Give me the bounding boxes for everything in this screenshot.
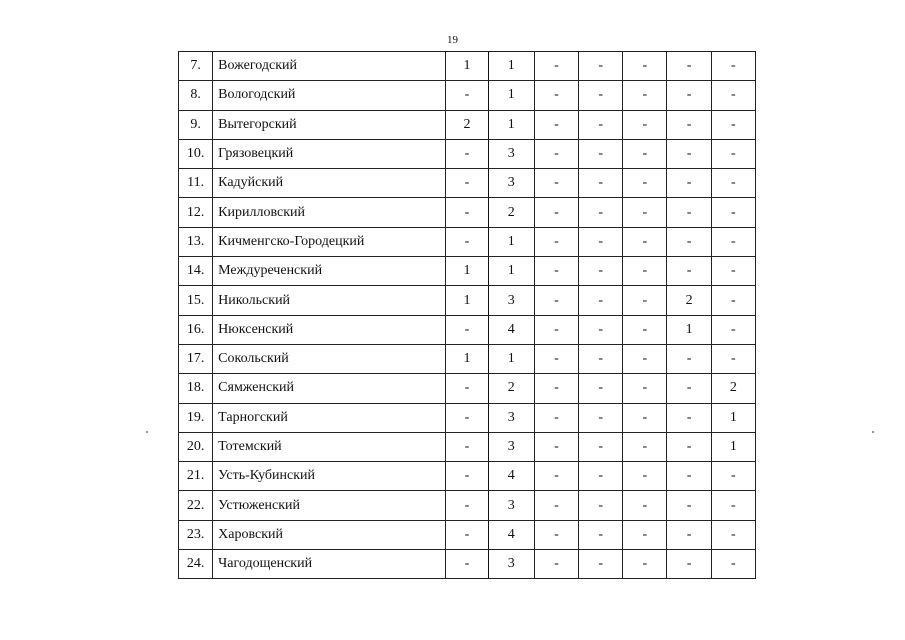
value-cell-6: - — [667, 432, 711, 461]
value-cell-1: - — [446, 403, 488, 432]
value-cell-2: 2 — [488, 198, 534, 227]
row-number: 15. — [179, 286, 213, 315]
district-name: Грязовецкий — [213, 139, 446, 168]
value-cell-3: - — [534, 257, 578, 286]
value-cell-5: - — [623, 257, 667, 286]
table-row — [179, 550, 756, 579]
value-cell-3: - — [534, 286, 578, 315]
value-cell-2: 1 — [488, 257, 534, 286]
district-name: Тарногский — [213, 403, 446, 432]
value-cell-4: - — [579, 257, 623, 286]
value-cell-7: 1 — [711, 403, 755, 432]
value-cell-1: - — [446, 432, 488, 461]
value-cell-4: - — [579, 403, 623, 432]
value-cell-6: - — [667, 110, 711, 139]
value-cell-2: 4 — [488, 315, 534, 344]
district-name: Междуреченский — [213, 257, 446, 286]
value-cell-5: - — [623, 110, 667, 139]
row-number: 7. — [179, 52, 213, 81]
scan-speck — [146, 431, 148, 433]
value-cell-7: - — [711, 520, 755, 549]
value-cell-3: - — [534, 344, 578, 373]
value-cell-7: - — [711, 52, 755, 81]
value-cell-5: - — [623, 139, 667, 168]
table-row — [179, 139, 756, 168]
value-cell-6: - — [667, 198, 711, 227]
districts-table — [178, 51, 756, 579]
district-name: Кирилловский — [213, 198, 446, 227]
table-row — [179, 403, 756, 432]
value-cell-3: - — [534, 110, 578, 139]
value-cell-7: - — [711, 227, 755, 256]
value-cell-7: - — [711, 81, 755, 110]
value-cell-1: 1 — [446, 344, 488, 373]
table-row — [179, 374, 756, 403]
district-name: Тотемский — [213, 432, 446, 461]
value-cell-5: - — [623, 286, 667, 315]
table-row — [179, 462, 756, 491]
value-cell-5: - — [623, 81, 667, 110]
row-number: 24. — [179, 550, 213, 579]
value-cell-7: - — [711, 110, 755, 139]
value-cell-2: 1 — [488, 81, 534, 110]
row-number: 22. — [179, 491, 213, 520]
value-cell-6: - — [667, 52, 711, 81]
value-cell-1: - — [446, 139, 488, 168]
row-number: 23. — [179, 520, 213, 549]
value-cell-1: - — [446, 520, 488, 549]
value-cell-3: - — [534, 432, 578, 461]
value-cell-7: - — [711, 344, 755, 373]
value-cell-6: - — [667, 403, 711, 432]
value-cell-3: - — [534, 315, 578, 344]
row-number: 21. — [179, 462, 213, 491]
table-row — [179, 344, 756, 373]
value-cell-5: - — [623, 550, 667, 579]
value-cell-5: - — [623, 198, 667, 227]
value-cell-1: 2 — [446, 110, 488, 139]
row-number: 18. — [179, 374, 213, 403]
table-row — [179, 110, 756, 139]
value-cell-7: - — [711, 550, 755, 579]
value-cell-6: 2 — [667, 286, 711, 315]
value-cell-1: 1 — [446, 257, 488, 286]
row-number: 13. — [179, 227, 213, 256]
value-cell-5: - — [623, 227, 667, 256]
scan-speck — [872, 431, 874, 433]
value-cell-3: - — [534, 198, 578, 227]
value-cell-6: - — [667, 257, 711, 286]
value-cell-2: 4 — [488, 462, 534, 491]
row-number: 17. — [179, 344, 213, 373]
value-cell-2: 3 — [488, 491, 534, 520]
value-cell-3: - — [534, 374, 578, 403]
value-cell-6: - — [667, 227, 711, 256]
value-cell-3: - — [534, 227, 578, 256]
table-row — [179, 491, 756, 520]
table-row — [179, 81, 756, 110]
value-cell-7: - — [711, 491, 755, 520]
district-name: Кадуйский — [213, 169, 446, 198]
value-cell-3: - — [534, 52, 578, 81]
value-cell-6: 1 — [667, 315, 711, 344]
value-cell-2: 3 — [488, 432, 534, 461]
value-cell-4: - — [579, 286, 623, 315]
value-cell-2: 1 — [488, 110, 534, 139]
value-cell-5: - — [623, 52, 667, 81]
district-name: Нюксенский — [213, 315, 446, 344]
row-number: 8. — [179, 81, 213, 110]
district-name: Устюженский — [213, 491, 446, 520]
value-cell-7: - — [711, 169, 755, 198]
value-cell-4: - — [579, 110, 623, 139]
row-number: 12. — [179, 198, 213, 227]
value-cell-3: - — [534, 81, 578, 110]
value-cell-2: 1 — [488, 52, 534, 81]
value-cell-5: - — [623, 491, 667, 520]
row-number: 19. — [179, 403, 213, 432]
value-cell-1: - — [446, 374, 488, 403]
value-cell-7: 2 — [711, 374, 755, 403]
table-row — [179, 520, 756, 549]
value-cell-3: - — [534, 491, 578, 520]
value-cell-5: - — [623, 344, 667, 373]
value-cell-6: - — [667, 81, 711, 110]
value-cell-4: - — [579, 462, 623, 491]
value-cell-3: - — [534, 139, 578, 168]
value-cell-5: - — [623, 432, 667, 461]
value-cell-4: - — [579, 344, 623, 373]
value-cell-2: 2 — [488, 374, 534, 403]
value-cell-3: - — [534, 550, 578, 579]
table-row — [179, 257, 756, 286]
value-cell-2: 4 — [488, 520, 534, 549]
value-cell-5: - — [623, 403, 667, 432]
value-cell-4: - — [579, 52, 623, 81]
value-cell-3: - — [534, 169, 578, 198]
value-cell-2: 1 — [488, 344, 534, 373]
district-name: Никольский — [213, 286, 446, 315]
value-cell-5: - — [623, 520, 667, 549]
value-cell-3: - — [534, 520, 578, 549]
value-cell-4: - — [579, 374, 623, 403]
value-cell-7: - — [711, 198, 755, 227]
value-cell-6: - — [667, 520, 711, 549]
table-body — [179, 52, 756, 579]
district-name: Вытегорский — [213, 110, 446, 139]
table-row — [179, 227, 756, 256]
value-cell-2: 3 — [488, 169, 534, 198]
value-cell-6: - — [667, 169, 711, 198]
value-cell-4: - — [579, 432, 623, 461]
value-cell-4: - — [579, 520, 623, 549]
value-cell-7: - — [711, 257, 755, 286]
value-cell-1: - — [446, 315, 488, 344]
district-name: Вожегодский — [213, 52, 446, 81]
value-cell-7: - — [711, 139, 755, 168]
value-cell-2: 3 — [488, 550, 534, 579]
value-cell-3: - — [534, 403, 578, 432]
value-cell-4: - — [579, 81, 623, 110]
table-row — [179, 432, 756, 461]
value-cell-6: - — [667, 462, 711, 491]
district-name: Харовский — [213, 520, 446, 549]
row-number: 14. — [179, 257, 213, 286]
value-cell-4: - — [579, 550, 623, 579]
value-cell-1: - — [446, 169, 488, 198]
table-row — [179, 169, 756, 198]
value-cell-4: - — [579, 491, 623, 520]
value-cell-1: - — [446, 550, 488, 579]
row-number: 16. — [179, 315, 213, 344]
value-cell-3: - — [534, 462, 578, 491]
table-row — [179, 315, 756, 344]
value-cell-7: - — [711, 286, 755, 315]
value-cell-5: - — [623, 374, 667, 403]
row-number: 11. — [179, 169, 213, 198]
value-cell-7: - — [711, 315, 755, 344]
value-cell-2: 3 — [488, 286, 534, 315]
value-cell-2: 1 — [488, 227, 534, 256]
value-cell-1: 1 — [446, 286, 488, 315]
value-cell-1: - — [446, 198, 488, 227]
value-cell-7: 1 — [711, 432, 755, 461]
value-cell-5: - — [623, 169, 667, 198]
value-cell-4: - — [579, 315, 623, 344]
value-cell-2: 3 — [488, 139, 534, 168]
value-cell-6: - — [667, 344, 711, 373]
page-number: 19 — [447, 34, 458, 46]
value-cell-6: - — [667, 491, 711, 520]
value-cell-5: - — [623, 315, 667, 344]
value-cell-4: - — [579, 227, 623, 256]
value-cell-4: - — [579, 198, 623, 227]
table-row — [179, 286, 756, 315]
value-cell-5: - — [623, 462, 667, 491]
value-cell-1: - — [446, 81, 488, 110]
row-number: 9. — [179, 110, 213, 139]
value-cell-1: - — [446, 462, 488, 491]
district-name: Усть-Кубинский — [213, 462, 446, 491]
row-number: 20. — [179, 432, 213, 461]
row-number: 10. — [179, 139, 213, 168]
value-cell-6: - — [667, 139, 711, 168]
value-cell-1: - — [446, 227, 488, 256]
table-row — [179, 52, 756, 81]
district-name: Сокольский — [213, 344, 446, 373]
value-cell-4: - — [579, 139, 623, 168]
value-cell-1: - — [446, 491, 488, 520]
value-cell-2: 3 — [488, 403, 534, 432]
value-cell-7: - — [711, 462, 755, 491]
district-name: Чагодощенский — [213, 550, 446, 579]
table-row — [179, 198, 756, 227]
value-cell-4: - — [579, 169, 623, 198]
value-cell-6: - — [667, 550, 711, 579]
value-cell-1: 1 — [446, 52, 488, 81]
district-name: Сямженский — [213, 374, 446, 403]
district-name: Вологодский — [213, 81, 446, 110]
value-cell-6: - — [667, 374, 711, 403]
district-name: Кичменгско-Городецкий — [213, 227, 446, 256]
